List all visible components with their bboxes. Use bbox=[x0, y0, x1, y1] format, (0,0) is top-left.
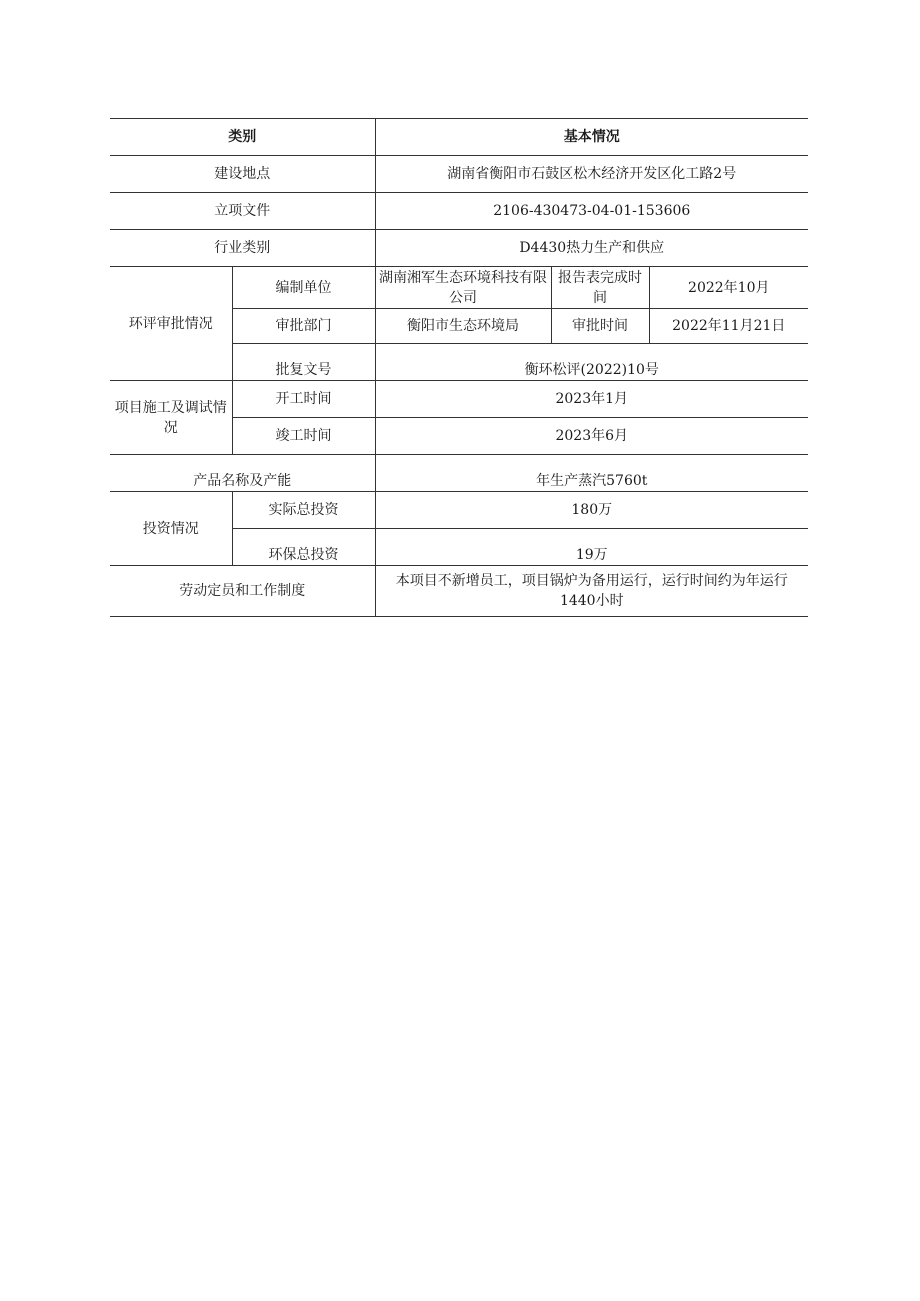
investment-label: 投资情况 bbox=[110, 492, 232, 566]
construction-label: 项目施工及调试情况 bbox=[110, 381, 232, 455]
approval-doc-value: 衡环松评(2022)10号 bbox=[375, 344, 808, 381]
env-investment-label: 环保总投资 bbox=[232, 529, 375, 566]
location-label: 建设地点 bbox=[110, 156, 375, 193]
compiler-label: 编制单位 bbox=[232, 267, 375, 309]
approval-dept-label: 审批部门 bbox=[232, 309, 375, 344]
compiler-value: 湖南湘军生态环境科技有限公司 bbox=[375, 267, 551, 309]
approval-doc-label: 批复文号 bbox=[232, 344, 375, 381]
header-category: 类别 bbox=[110, 119, 375, 156]
start-time-label: 开工时间 bbox=[232, 381, 375, 418]
actual-investment-value: 180万 bbox=[375, 492, 808, 529]
start-time-value: 2023年1月 bbox=[375, 381, 808, 418]
project-file-value: 2106-430473-04-01-153606 bbox=[375, 193, 808, 230]
table-row bbox=[110, 492, 808, 529]
actual-investment-label: 实际总投资 bbox=[232, 492, 375, 529]
location-value: 湖南省衡阳市石鼓区松木经济开发区化工路2号 bbox=[375, 156, 808, 193]
project-file-label: 立项文件 bbox=[110, 193, 375, 230]
report-time-label: 报告表完成时间 bbox=[551, 267, 649, 309]
table-row bbox=[110, 230, 808, 267]
finish-time-value: 2023年6月 bbox=[375, 418, 808, 455]
industry-value: D4430热力生产和供应 bbox=[375, 230, 808, 267]
approval-dept-value: 衡阳市生态环境局 bbox=[375, 309, 551, 344]
env-investment-value: 19万 bbox=[375, 529, 808, 566]
table-row bbox=[110, 381, 808, 418]
finish-time-label: 竣工时间 bbox=[232, 418, 375, 455]
report-time-value: 2022年10月 bbox=[649, 267, 808, 309]
approval-time-label: 审批时间 bbox=[551, 309, 649, 344]
industry-label: 行业类别 bbox=[110, 230, 375, 267]
eia-label: 环评审批情况 bbox=[110, 267, 232, 381]
table-row bbox=[110, 267, 808, 309]
labor-label: 劳动定员和工作制度 bbox=[110, 566, 375, 617]
header-basic-info: 基本情况 bbox=[375, 119, 808, 156]
approval-time-value: 2022年11月21日 bbox=[649, 309, 808, 344]
project-info-table bbox=[110, 118, 808, 617]
table-header-row bbox=[110, 119, 808, 156]
labor-value: 本项目不新增员工，项目锅炉为备用运行，运行时间约为年运行1440小时 bbox=[375, 566, 808, 617]
table-row bbox=[110, 156, 808, 193]
product-label: 产品名称及产能 bbox=[110, 455, 375, 492]
table-row bbox=[110, 455, 808, 492]
product-value: 年生产蒸汽5760t bbox=[375, 455, 808, 492]
table-row bbox=[110, 193, 808, 230]
table-row bbox=[110, 566, 808, 617]
